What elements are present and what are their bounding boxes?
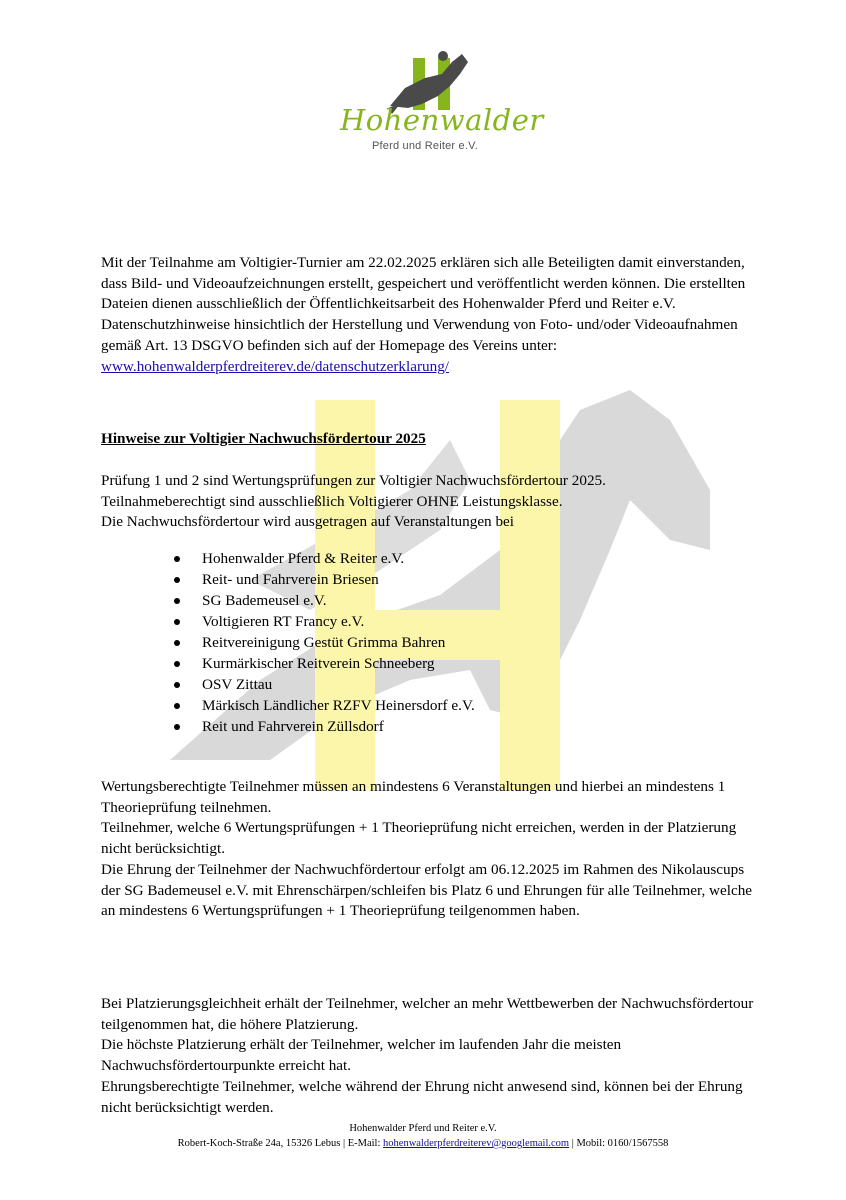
list-item: SG Bademeusel e.V. bbox=[156, 590, 475, 611]
event-list bbox=[156, 548, 475, 737]
list-item: Reit- und Fahrverein Briesen bbox=[156, 569, 475, 590]
rule-1: Wertungsberechtigte Teilnehmer müssen an mindestens 6 Veranstaltungen und hierbei an mindestens 1 Theorieprüfung teilnehmen. bbox=[101, 778, 726, 816]
section-para2: Teilnahmeberechtigt sind ausschließlich Voltigierer OHNE Leistungsklasse. bbox=[101, 492, 563, 510]
intro-text: Mit der Teilnahme am Voltigier-Turnier am 22.02.2025 erklären sich alle Beteiligten damit einverstanden, dass Bild- und Videoaufzeichnungen erstellt, gespeichert und veröffentlicht werden können. Die erstellten Dateien dienen ausschließlich der Öffentlichkeitsarbeit des Hohenwalder Pferd und Reiter e.V. bbox=[101, 254, 746, 313]
logo-subtitle: Pferd und Reiter e.V. bbox=[372, 140, 478, 152]
section-para1: Prüfung 1 und 2 sind Wertungsprüfungen zur Voltigier Nachwuchsfördertour 2025. bbox=[101, 472, 606, 489]
list-item: OSV Zittau bbox=[156, 674, 475, 695]
footer-contact bbox=[0, 1136, 846, 1151]
list-item: Reitvereinigung Gestüt Grimma Bahren bbox=[156, 632, 475, 653]
ranking-2: Die höchste Platzierung erhält der Teilnehmer, welcher im laufenden Jahr die meisten Nachwuchsfördertourpunkte erreicht hat. bbox=[101, 1036, 622, 1075]
footer-org: Hohenwalder Pferd und Reiter e.V. bbox=[349, 1123, 497, 1134]
section-para3: Die Nachwuchsfördertour wird ausgetragen auf Veranstaltungen bei bbox=[101, 513, 515, 531]
footer-phone: | Mobil: 0160/1567558 bbox=[569, 1138, 669, 1149]
ranking-3: Ehrungsberechtigte Teilnehmer, welche während der Ehrung nicht anwesend sind, können bei der Ehrung nicht berücksichtigt werden. bbox=[101, 1077, 743, 1116]
privacy-link[interactable]: www.hohenwalderpferdreiterev.de/datenschutzerklarung/ bbox=[101, 357, 450, 375]
logo-wordmark: Hohenwalder bbox=[340, 103, 544, 137]
list-item: Hohenwalder Pferd & Reiter e.V. bbox=[156, 548, 475, 569]
list-item: Märkisch Ländlicher RZFV Heinersdorf e.V. bbox=[156, 695, 475, 716]
list-item: Reit und Fahrverein Züllsdorf bbox=[156, 716, 475, 737]
ranking-paragraph bbox=[101, 994, 761, 1118]
section-heading: Hinweise zur Voltigier Nachwuchsfördertour 2025 bbox=[101, 430, 426, 447]
list-item: Kurmärkischer Reitverein Schneeberg bbox=[156, 653, 475, 674]
section-intro bbox=[101, 471, 761, 533]
ranking-1: Bei Platzierungsgleichheit erhält der Teilnehmer, welcher an mehr Wettbewerben der Nachwuchsfördertour teilgenommen hat, die höhere Platzierung. bbox=[101, 995, 754, 1033]
rules-paragraph bbox=[101, 777, 761, 922]
intro-paragraph bbox=[101, 253, 761, 377]
list-item: Voltigieren RT Francy e.V. bbox=[156, 611, 475, 632]
footer-address: Robert-Koch-Straße 24a, 15326 Lebus | E-Mail: bbox=[177, 1138, 384, 1149]
rule-2: Teilnehmer, welche 6 Wertungsprüfungen + 1 Theorieprüfung nicht erreichen, werden in der Platzierung nicht berücksichtigt. bbox=[101, 819, 737, 858]
rule-3: Die Ehrung der Teilnehmer der Nachwuchfördertour erfolgt am 06.12.2025 im Rahmen des Nikolauscups der SG Bademeusel e.V. mit Ehrenschärpen/schleifen bis Platz 6 und Ehrungen für alle Teilnehmer, welche an mindestens 6 Wertungsprüfungen + 1 Theorieprüfung teilgenommen haben. bbox=[101, 860, 753, 920]
privacy-text: Datenschutzhinweise hinsichtlich der Herstellung und Verwendung von Foto- und/oder Videoaufnahmen gemäß Art. 13 DSGVO befinden sich auf der Homepage des Vereins unter: bbox=[101, 316, 738, 354]
footer-email-link[interactable]: hohenwalderpferdreiterev@googlemail.com bbox=[383, 1138, 570, 1149]
